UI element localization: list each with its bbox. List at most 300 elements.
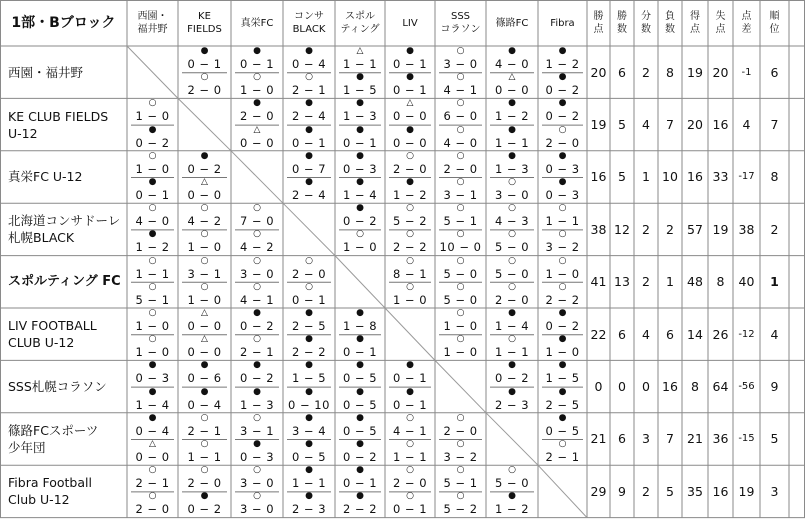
stat-value: 7 (770, 117, 779, 133)
match-score: 1 − 1 (392, 450, 428, 464)
match-score: 0 − 1 (392, 502, 428, 517)
match-score: 5 − 0 (443, 292, 478, 307)
match-score: 0 − 3 (239, 450, 275, 464)
match-score: 8 − 1 (392, 266, 428, 281)
match-score: 0 − 4 (135, 423, 170, 438)
match-score: 0 − 10 (288, 397, 330, 412)
match-score: 5 − 0 (443, 266, 478, 281)
stat-value: 29 (590, 483, 607, 499)
loss-result-icon: ● (253, 308, 261, 318)
match-score: 2 − 4 (291, 109, 327, 124)
stat-value: 19 (712, 221, 729, 237)
match-score: 1 − 3 (342, 109, 378, 124)
loss-result-icon: ● (558, 72, 567, 83)
stat-value: 1 (666, 274, 674, 290)
match-score: 5 − 2 (443, 502, 478, 517)
match-score: 2 − 0 (545, 135, 580, 150)
match-score: 2 − 0 (443, 423, 478, 438)
loss-result-icon: ● (558, 177, 567, 187)
match-score: 0 − 0 (392, 135, 428, 150)
match-score: 0 − 5 (291, 450, 327, 464)
match-score: 0 − 5 (342, 423, 378, 438)
stat-value: 38 (738, 221, 755, 237)
match-score: 1 − 0 (545, 345, 580, 360)
stat-value: 2 (770, 221, 779, 237)
loss-result-icon: ● (356, 386, 364, 397)
match-score: 0 − 0 (187, 319, 222, 333)
win-result-icon: ○ (558, 281, 567, 292)
match-score: 2 − 0 (239, 109, 275, 124)
stat-value: 21 (687, 431, 703, 447)
loss-result-icon: ● (558, 360, 567, 371)
match-score: 0 − 1 (392, 371, 428, 386)
loss-result-icon: ● (305, 439, 313, 449)
stat-value: 0 (594, 379, 603, 395)
win-result-icon: ○ (406, 465, 414, 476)
loss-result-icon: ● (356, 439, 364, 449)
loss-result-icon: ● (508, 98, 516, 109)
match-score: 0 − 2 (187, 161, 222, 176)
draw-result-icon: △ (201, 308, 208, 318)
team-row-label: 北海道コンサドーレ 札幌BLACK (8, 213, 121, 246)
match-score: 1 − 1 (342, 57, 378, 71)
match-score: 2 − 4 (291, 188, 327, 202)
loss-result-icon: ● (356, 177, 364, 187)
match-score: 1 − 0 (239, 83, 275, 98)
loss-result-icon: ● (558, 150, 567, 161)
match-score: 1 − 4 (494, 319, 530, 333)
loss-result-icon: ● (148, 124, 157, 135)
loss-result-icon: ● (253, 46, 261, 56)
match-score: 1 − 0 (342, 240, 378, 255)
stat-value: 16 (687, 169, 703, 185)
match-score: 0 − 2 (187, 502, 222, 517)
stat-value: 13 (614, 274, 630, 290)
win-result-icon: ○ (406, 229, 414, 240)
win-result-icon: ○ (406, 255, 414, 266)
match-score: 1 − 0 (545, 266, 580, 281)
win-result-icon: ○ (456, 124, 465, 135)
match-score: 1 − 0 (135, 109, 170, 124)
win-result-icon: ○ (558, 203, 567, 214)
stat-value: 9 (770, 379, 779, 395)
win-result-icon: ○ (148, 150, 157, 161)
match-score: 2 − 3 (494, 397, 530, 412)
match-score: 1 − 1 (135, 266, 170, 281)
loss-result-icon: ● (406, 177, 414, 187)
win-result-icon: ○ (305, 255, 313, 266)
stat-value: 0 (642, 379, 650, 395)
match-score: 1 − 1 (187, 450, 222, 464)
team-column-header: SSS コラソン (440, 11, 481, 35)
stat-value: 4 (742, 117, 751, 133)
win-result-icon: ○ (200, 439, 209, 449)
match-score: 3 − 4 (291, 423, 327, 438)
loss-result-icon: ● (305, 177, 313, 187)
match-score: 4 − 3 (494, 214, 530, 229)
stat-value: 0 (618, 379, 626, 395)
win-result-icon: ○ (456, 281, 465, 292)
match-score: 0 − 1 (291, 292, 327, 307)
match-score: 2 − 5 (545, 397, 580, 412)
draw-result-icon: △ (356, 46, 364, 56)
win-result-icon: ○ (558, 229, 567, 240)
win-result-icon: ○ (508, 465, 516, 476)
match-score: 0 − 7 (291, 161, 327, 176)
loss-result-icon: ● (148, 229, 157, 240)
match-score: 5 − 1 (135, 292, 170, 307)
match-score: 1 − 0 (135, 319, 170, 333)
match-score: 0 − 1 (239, 57, 275, 71)
match-score: 5 − 1 (443, 476, 478, 491)
win-result-icon: ○ (456, 308, 465, 318)
stat-value: 41 (590, 274, 607, 290)
loss-result-icon: ● (356, 360, 364, 371)
win-result-icon: ○ (200, 412, 209, 423)
match-score: 0 − 2 (545, 109, 580, 124)
team-row-label: SSS札幌コラソン (8, 379, 107, 395)
match-score: 1 − 5 (342, 83, 378, 98)
stat-value: 16 (712, 483, 729, 499)
win-result-icon: ○ (456, 203, 465, 214)
stat-column-header: 得 点 (690, 11, 700, 35)
win-result-icon: ○ (406, 150, 414, 161)
match-score: 2 − 0 (187, 476, 222, 491)
loss-result-icon: ● (305, 46, 313, 56)
match-score: 0 − 1 (187, 57, 222, 71)
stat-value: 38 (590, 221, 607, 237)
win-result-icon: ○ (253, 255, 261, 266)
win-result-icon: ○ (253, 334, 261, 345)
win-result-icon: ○ (406, 281, 414, 292)
match-score: 10 − 0 (439, 240, 482, 255)
match-score: 0 − 0 (494, 83, 530, 98)
loss-result-icon: ● (356, 491, 364, 502)
team-column-header: スポル ティング (340, 11, 380, 35)
stat-value: 6 (618, 431, 626, 447)
win-result-icon: ○ (456, 334, 465, 345)
stat-value: 6 (666, 326, 674, 342)
win-result-icon: ○ (200, 465, 209, 476)
stat-column-header: 勝 数 (617, 11, 627, 35)
match-score: 3 − 0 (494, 188, 530, 202)
match-score: 1 − 0 (187, 292, 222, 307)
win-result-icon: ○ (200, 72, 209, 83)
loss-result-icon: ● (305, 412, 313, 423)
loss-result-icon: ● (508, 46, 516, 56)
loss-result-icon: ● (508, 386, 516, 397)
match-score: 2 − 0 (392, 161, 428, 176)
match-score: 2 − 0 (291, 266, 327, 281)
win-result-icon: ○ (456, 439, 465, 449)
match-score: 1 − 2 (545, 57, 580, 71)
stat-value: 7 (666, 431, 674, 447)
stat-value: 8 (691, 379, 699, 395)
win-result-icon: ○ (305, 281, 313, 292)
match-score: 1 − 0 (443, 345, 478, 360)
loss-result-icon: ● (148, 360, 157, 371)
stat-value: 3 (770, 483, 779, 499)
match-score: 1 − 0 (443, 319, 478, 333)
match-score: 0 − 1 (392, 57, 428, 71)
match-score: 2 − 1 (239, 345, 275, 360)
win-result-icon: ○ (508, 334, 516, 345)
win-result-icon: ○ (253, 203, 261, 214)
match-score: 0 − 1 (342, 345, 378, 360)
loss-result-icon: ● (356, 98, 364, 109)
match-score: 4 − 2 (187, 214, 222, 229)
loss-result-icon: ● (356, 124, 364, 135)
stat-value: 16 (662, 379, 678, 395)
win-result-icon: ○ (148, 308, 157, 318)
stat-value: 6 (618, 326, 626, 342)
loss-result-icon: ● (200, 46, 209, 56)
match-score: 2 − 5 (291, 319, 327, 333)
win-result-icon: ○ (253, 229, 261, 240)
win-result-icon: ○ (508, 229, 516, 240)
block-title: 1部・Bブロック (11, 14, 116, 31)
loss-result-icon: ● (406, 46, 414, 56)
match-score: 3 − 0 (239, 476, 275, 491)
stat-value: -56 (738, 381, 755, 393)
match-score: 2 − 2 (392, 240, 428, 255)
loss-result-icon: ● (305, 98, 313, 109)
team-column-header: コンサ BLACK (292, 11, 326, 35)
stat-value: 5 (618, 117, 626, 133)
team-row-label: LIV FOOTBALL CLUB U-12 (8, 318, 97, 351)
stat-value: 3 (642, 431, 650, 447)
match-score: 0 − 2 (342, 450, 378, 464)
draw-result-icon: △ (149, 439, 156, 449)
match-score: 2 − 2 (291, 345, 327, 360)
match-score: 1 − 3 (239, 397, 275, 412)
win-result-icon: ○ (200, 229, 209, 240)
win-result-icon: ○ (200, 281, 209, 292)
match-score: 5 − 2 (392, 214, 428, 229)
draw-result-icon: △ (406, 98, 414, 109)
match-score: 3 − 2 (443, 450, 478, 464)
stat-value: 1 (642, 169, 650, 185)
stat-column-header: 失 点 (715, 11, 726, 35)
match-score: 0 − 1 (392, 83, 428, 98)
loss-result-icon: ● (253, 98, 261, 109)
match-score: 1 − 2 (392, 188, 428, 202)
stat-value: 64 (712, 379, 729, 395)
loss-result-icon: ● (253, 360, 261, 371)
match-score: 0 − 6 (187, 371, 222, 386)
draw-result-icon: △ (201, 334, 208, 345)
stat-value: 6 (618, 64, 626, 80)
stat-value: 4 (770, 326, 779, 342)
team-row-label: Fibra Football Club U-12 (8, 475, 92, 508)
loss-result-icon: ● (148, 412, 157, 423)
match-score: 1 − 1 (545, 214, 580, 229)
win-result-icon: ○ (456, 177, 465, 187)
stat-column-header: 順 位 (769, 11, 780, 35)
win-result-icon: ○ (456, 412, 465, 423)
win-result-icon: ○ (305, 72, 313, 83)
match-score: 0 − 3 (342, 161, 378, 176)
stat-value: 57 (687, 221, 703, 237)
match-score: 0 − 5 (342, 371, 378, 386)
team-column-header: 真栄FC (240, 17, 274, 29)
win-result-icon: ○ (253, 72, 261, 83)
stat-value: 48 (687, 274, 703, 290)
loss-result-icon: ● (508, 308, 516, 318)
match-score: 2 − 3 (291, 502, 327, 517)
match-score: 4 − 1 (392, 423, 428, 438)
win-result-icon: ○ (200, 203, 209, 214)
match-score: 2 − 0 (392, 476, 428, 491)
match-score: 0 − 2 (545, 83, 580, 98)
stat-value: 8 (770, 169, 779, 185)
match-score: 2 − 1 (187, 423, 222, 438)
win-result-icon: ○ (456, 491, 465, 502)
stat-value: 20 (712, 64, 729, 80)
loss-result-icon: ● (356, 308, 364, 318)
match-score: 0 − 1 (342, 476, 378, 491)
match-score: 1 − 2 (494, 502, 530, 517)
match-score: 1 − 3 (494, 161, 530, 176)
match-score: 1 − 1 (494, 345, 530, 360)
match-score: 0 − 0 (239, 135, 275, 150)
stat-value: 40 (738, 274, 755, 290)
match-score: 1 − 5 (291, 371, 327, 386)
match-score: 2 − 0 (187, 83, 222, 98)
win-result-icon: ○ (148, 281, 157, 292)
stat-value: 5 (770, 431, 779, 447)
match-score: 0 − 5 (342, 397, 378, 412)
stat-value: 6 (770, 64, 779, 80)
draw-result-icon: △ (508, 72, 516, 83)
match-score: 0 − 0 (392, 109, 428, 124)
match-score: 2 − 0 (494, 292, 530, 307)
match-score: 2 − 2 (545, 292, 580, 307)
win-result-icon: ○ (148, 98, 157, 109)
match-score: 1 − 5 (545, 371, 580, 386)
win-result-icon: ○ (456, 465, 465, 476)
loss-result-icon: ● (558, 98, 567, 109)
match-score: 1 − 1 (291, 476, 327, 491)
team-row-label: 西園・福井野 (8, 64, 84, 80)
match-score: 2 − 0 (135, 502, 170, 517)
match-score: 0 − 2 (239, 371, 275, 386)
loss-result-icon: ● (200, 150, 209, 161)
loss-result-icon: ● (356, 72, 364, 83)
stat-value: 8 (716, 274, 725, 290)
win-result-icon: ○ (148, 491, 157, 502)
win-result-icon: ○ (558, 124, 567, 135)
match-score: 0 − 3 (545, 161, 580, 176)
match-score: 0 − 0 (135, 450, 170, 464)
match-score: 0 − 2 (342, 214, 378, 229)
stat-value: 22 (590, 326, 607, 342)
stat-column-header: 点 差 (741, 11, 752, 35)
match-score: 4 − 1 (443, 83, 478, 98)
loss-result-icon: ● (305, 360, 313, 371)
loss-result-icon: ● (200, 360, 209, 371)
match-score: 0 − 5 (545, 423, 580, 438)
win-result-icon: ○ (558, 439, 567, 449)
win-result-icon: ○ (148, 203, 157, 214)
team-column-header: 篠路FC (495, 17, 529, 29)
win-result-icon: ○ (456, 72, 465, 83)
loss-result-icon: ● (406, 72, 414, 83)
match-score: 1 − 0 (187, 240, 222, 255)
stat-column-header: 勝 点 (593, 11, 604, 35)
stat-value: 4 (642, 117, 650, 133)
match-score: 2 − 0 (443, 161, 478, 176)
win-result-icon: ○ (406, 412, 414, 423)
loss-result-icon: ● (558, 412, 567, 423)
match-score: 4 − 0 (494, 57, 530, 71)
match-score: 6 − 0 (443, 109, 478, 124)
match-score: 0 − 4 (187, 397, 222, 412)
loss-result-icon: ● (200, 491, 209, 502)
match-score: 0 − 1 (291, 135, 327, 150)
match-score: 0 − 2 (545, 319, 580, 333)
win-result-icon: ○ (406, 439, 414, 449)
stat-value: 8 (666, 64, 674, 80)
match-score: 0 − 1 (135, 188, 170, 202)
stat-value: 21 (590, 431, 607, 447)
match-score: 2 − 1 (545, 450, 580, 464)
match-score: 1 − 0 (392, 292, 428, 307)
match-score: 1 − 0 (135, 345, 170, 360)
loss-result-icon: ● (558, 386, 567, 397)
match-score: 3 − 1 (239, 423, 275, 438)
stat-value: 9 (618, 483, 626, 499)
match-score: 2 − 1 (135, 476, 170, 491)
win-result-icon: ○ (456, 150, 465, 161)
win-result-icon: ○ (456, 229, 465, 240)
team-row-label: 真栄FC U-12 (8, 169, 83, 185)
loss-result-icon: ● (305, 465, 313, 476)
stat-value: 19 (738, 483, 755, 499)
stat-value: 2 (642, 64, 650, 80)
stat-value: 20 (687, 117, 703, 133)
stat-value: -15 (738, 433, 755, 445)
match-score: 3 − 1 (443, 188, 478, 202)
win-result-icon: ○ (508, 177, 516, 187)
loss-result-icon: ● (508, 150, 516, 161)
stat-value: 2 (642, 221, 650, 237)
team-column-header: Fibra (550, 17, 575, 29)
stat-value: 16 (712, 117, 729, 133)
match-score: 1 − 1 (494, 135, 530, 150)
match-score: 1 − 8 (342, 319, 378, 333)
loss-result-icon: ● (253, 439, 261, 449)
stat-value: -12 (738, 328, 755, 340)
loss-result-icon: ● (253, 386, 261, 397)
win-result-icon: ○ (508, 255, 516, 266)
match-score: 0 − 0 (187, 345, 222, 360)
stat-value: 33 (712, 169, 729, 185)
loss-result-icon: ● (305, 124, 313, 135)
stat-value: 36 (712, 431, 729, 447)
draw-result-icon: △ (201, 177, 208, 187)
win-result-icon: ○ (253, 412, 261, 423)
stat-value: 19 (687, 64, 703, 80)
loss-result-icon: ● (356, 203, 364, 214)
match-score: 0 − 2 (239, 319, 275, 333)
loss-result-icon: ● (406, 386, 414, 397)
match-score: 2 − 2 (342, 502, 378, 517)
match-score: 4 − 2 (239, 240, 275, 255)
match-score: 1 − 0 (135, 161, 170, 176)
win-result-icon: ○ (508, 203, 516, 214)
match-score: 2 − 1 (291, 83, 327, 98)
